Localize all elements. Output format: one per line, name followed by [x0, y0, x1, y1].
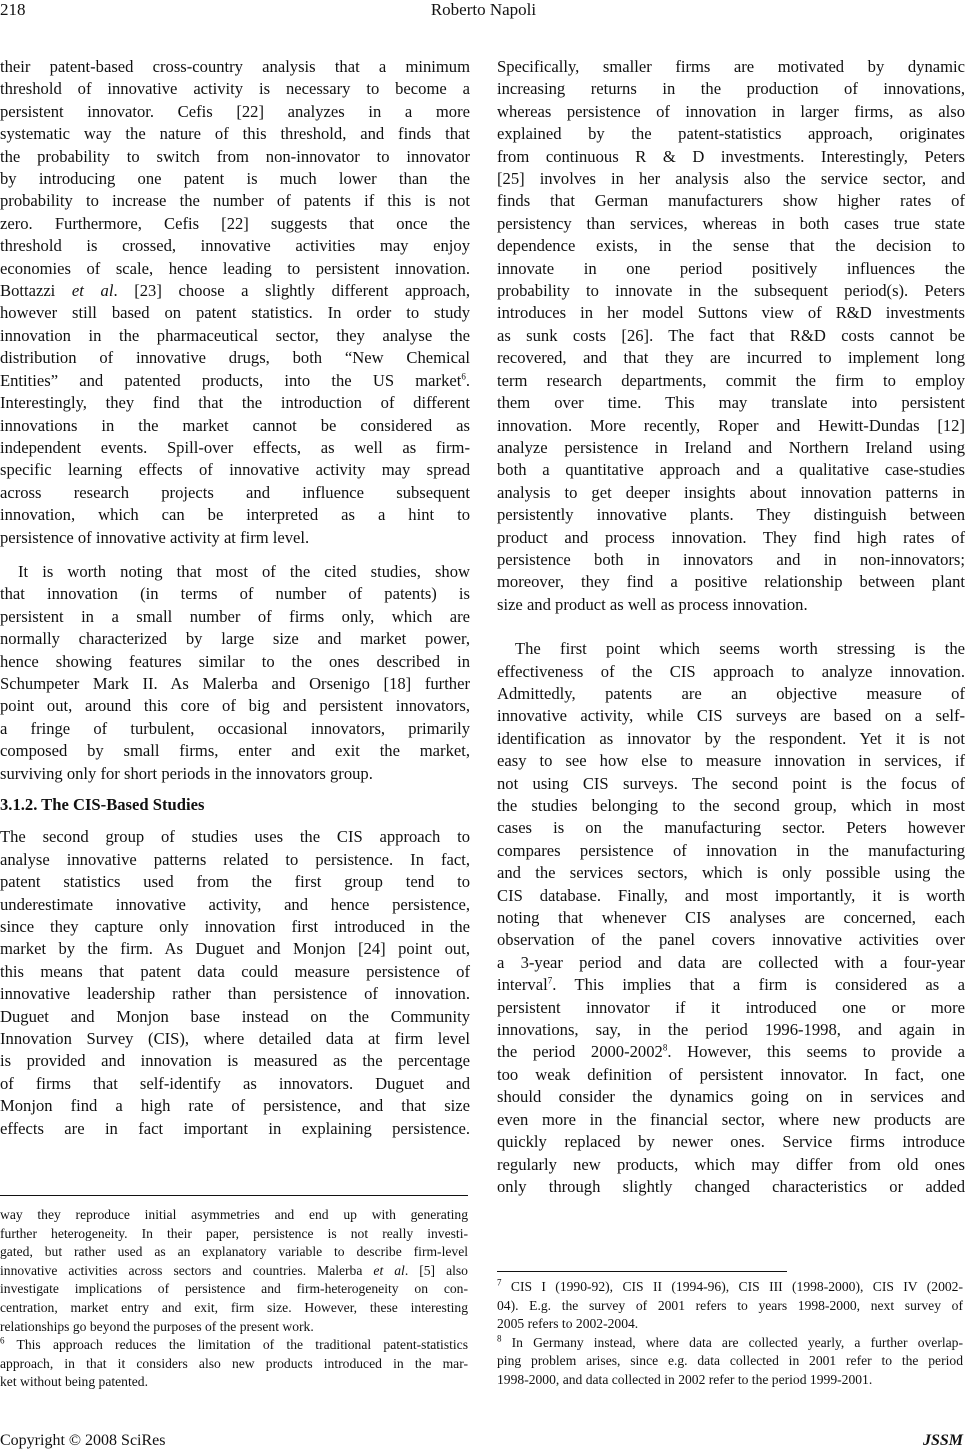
right-column: [497, 56, 965, 1198]
left-paragraph-2: It is worth noting that most of the cited studies, show that innovation (in terms of number of patents) is persistent in a small number of firms only, which are normally characterized by large size and market power, hence showing features similar to the ones described in Schumpeter Mark II. As Malerba and Orsenigo [18] further point out, around this core of big and persistent innovators, a fringe of turbulent, occasional innovators, primarily composed by small firms, enter and exit the market, surviving only for short periods in the innovators group.: [0, 561, 470, 783]
left-footnotes: way they reproduce initial asymmetries and end up with generating further heterogeneity. In their paper, persistence is not really investi- gated, but rather used as an explanatory variable to describe firm-level innovative activities across sectors and countries. Malerba et al. [5] also investigate implications of persistence and firm-heterogeneity on con- centration, market entry and exit, firm size. However, these interesting relationships go beyond the purposes of the present work. $^6$ This approach reduces the limitation of the traditional patent-statistics approach, in that it considers also new products introduced in the mar- ket without being patented.: [0, 1207, 468, 1390]
right-paragraph-1: Specifically, smaller firms are motivated by dynamic increasing returns in the production of innovations, whereas persistence of innovation in larger firms, as also explained by the patent-statistics approach, originates from continuous R & D investments. Interestingly, Peters [25] involves in her analysis also the service sector, and finds that German manufacturers show higher rates of persistency than services, whereas in both cases true state dependence exists, in the sense that the decision to innovate in one period positively influences the probability to innovate in the subsequent period(s). Peters introduces in her model Suttons view of R&D investments as sunk costs [26]. The fact that R&D costs cannot be recovered, and that they are incurred to implement long term research departments, commit the firm to employ them over time. This may translate into persistent innovation. More recently, Roper and Hewitt-Dundas [12] analyze persistence in Ireland and Northern Ireland using both a quantitative approach and a qualitative case-studies analysis to get deeper insights about innovation patterns in persistently innovative plants. They distinguish between product and process innovation. They find high rates of persistence both in innovators and in non-innovators; moreover, they find a positive relationship between plant size and product as well as process innovation.: [497, 57, 965, 614]
footnote-ref-6[interactable]: 6: [461, 371, 466, 382]
journal-name: JSSM: [922, 1432, 963, 1449]
right-footnotes: $^7$ CIS I (1990-92), CIS II (1994-96), CIS III (1998-2000), CIS IV (2002- 04). E.g. the survey of 2001 refers to years 1998-2000, next survey of 2005 refers to 2002-2004. $^8$ In Germany instead, where data are collected yearly, a further overlap- ping problem arises, since e.g. data collected in 2001 refer to the period 1998-2000, and data collected in 2002 refer to the period 1999-2001.: [497, 1277, 963, 1387]
footnote-7: $^7$ CIS I (1990-92), CIS II (1994-96), CIS III (1998-2000), CIS IV (2002-: [497, 1277, 963, 1294]
left-paragraph-1: their patent-based cross-country analysis that a minimum threshold of innovative activity is necessary to become a persistent innovator. Cefis [22] analyzes in a more systematic way the nature of this threshold, and finds that the probability to switch from non-innovator to innovator by introducing one patent is much lower than the probability to increase the number of patents if this is not zero. Furthermore, Cefis [22] suggests that once the threshold is crossed, innovative activities may enjoy economies of scale, hence leading to persistent innovation. Bottazzi et al. [23] choose a slightly different approach, however still based on patent statistics. In order to study innovation in the pharmaceutical sector, they analyse the distribution of innovative drugs, both “New Chemical Entities” and patented products, into the US market$^6$. Interestingly, they find that the introduction of different innovations in the market cannot be considered as independent events. Spill-over effects, as well as firm- specific learning effects of innovative activity may spread across research projects and influence subsequent innovation, which can be interpreted as a hint to persistence of innovative activity at firm level.: [0, 57, 470, 547]
section-heading: 3.1.2. The CIS-Based Studies: [0, 795, 205, 814]
running-head-author: Roberto Napoli: [430, 0, 537, 19]
footnote-ref-8[interactable]: 8: [662, 1042, 668, 1053]
copyright-footer: Copyright © 2008 SciRes: [0, 1432, 166, 1449]
footnote-8: $^8$ In Germany instead, where data are collected yearly, a further overlap-: [497, 1333, 963, 1350]
footnote-ref-7[interactable]: 7: [547, 975, 553, 986]
left-column: [0, 56, 470, 1140]
page-number: 218: [0, 0, 26, 19]
footnote-divider-left: [0, 1195, 468, 1196]
footnote-divider-right: [497, 1271, 787, 1272]
left-paragraph-3: The second group of studies uses the CIS approach to analyse innovative patterns related to persistence. In fact, patent statistics used from the first group tend to underestimate innovative activity, and hence persistence, since they capture only innovation first introduced in the market by the firm. As Duguet and Monjon [24] point out, this means that patent data could measure persistence of innovative leadership rather than persistence of innovation. Duguet and Monjon base instead on the Community Innovation Survey (CIS), where detailed data at firm level is provided and innovation is measured as the percentage of firms that self-identify as innovators. Duguet and Monjon find a high rate of persistence, and that size effects are in fact important in explaining persistence.: [0, 827, 470, 1138]
right-paragraph-2: The first point which seems worth stressing is the effectiveness of the CIS approach to analyze innovation. Admittedly, patents are an objective measure of innovative activity, while CIS surveys are based on a self- identification as innovator by the respondent. Yet it is not easy to see how else to measure innovation in services, if not using CIS surveys. The second point is the focus of the studies belonging to the second group, which in most cases is on the manufacturing sector. Peters however compares persistence of innovation in the manufacturing and the services sectors, which is only possible using the CIS database. Finally, and most importantly, it is worth noting that whenever CIS analyses are concerned, each observation of the panel covers innovative activities over a 3-year period and data are collected with a four-year interval$^7$. This implies that a firm is considered as a persistent innovator if it introduced one or more innovations, say, in the period 1996-1998, and again in the period 2000-2002$^8$. However, this seems to provide a too weak definition of persistent innovator. In fact, one should consider the dynamics going on in services and even more in the financial sector, where new products are quickly replaced by newer ones. Service firms introduce regularly new products, which may differ from old ones only through slightly changed characteristics or added: [497, 639, 965, 1196]
footnote-6: $^6$ This approach reduces the limitation of the traditional patent-statistics: [0, 1335, 468, 1353]
